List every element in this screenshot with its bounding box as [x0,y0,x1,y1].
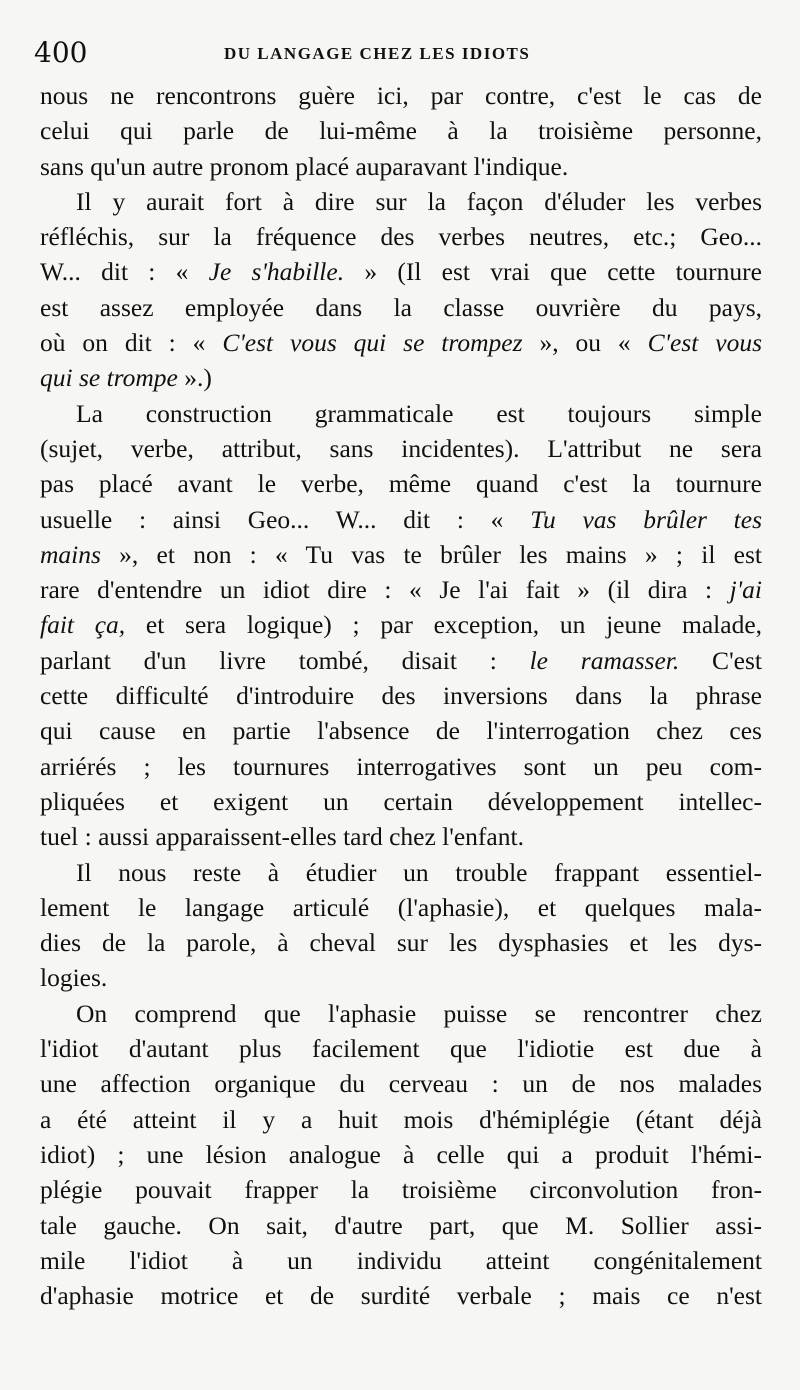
text-segment: dies de la parole, à cheval sur les dysphasies et les dys- [40,928,762,958]
text-segment: plégie pouvait frapper la troisième circonvolution fron- [40,1175,762,1205]
text-line [40,890,762,925]
text-line [40,855,762,890]
text-line [40,819,762,854]
text-segment: On comprend que l'aphasie puisse se rencontrer chez [76,998,762,1028]
text-segment: Il nous reste à étudier un trouble frappant essentiel- [76,857,762,887]
text-segment: usuelle : ainsi Geo... W... dit : « [40,504,531,534]
text-line [40,925,762,960]
text-segment: est assez employée dans la classe ouvrière du pays, [40,292,762,322]
text-line [40,607,762,642]
text-segment: idiot) ; une lésion analogue à celle qui a produit l'hémi- [40,1139,762,1169]
text-segment: », et non : « Tu vas te brûler les mains » ; il est [100,539,762,569]
text-line [40,713,762,748]
text-line [40,1208,762,1243]
text-segment: C'est [679,645,762,675]
text-segment: a été atteint il y a huit mois d'hémiplégie (étant déjà [40,1104,762,1134]
text-segment: logies. [40,963,108,993]
text-line [40,113,762,148]
text-line [40,996,762,1031]
text-line [40,1172,762,1207]
text-line [40,572,762,607]
italic-text: fait ça, [40,610,126,640]
text-segment: » (Il est vrai que cette tournure [344,257,762,287]
text-segment: arriérés ; les tournures interrogatives sont un peu com- [40,751,762,781]
text-line [40,1031,762,1066]
text-line [40,784,762,819]
italic-text: C'est vous [647,328,763,358]
text-segment: W... dit : « [40,257,209,287]
page-header [34,36,764,76]
italic-text: mains [40,539,101,569]
text-segment: La construction grammaticale est toujours simple [76,398,762,428]
text-line [40,149,762,184]
text-segment: une affection organique du cerveau : un de nos malades [40,1069,762,1099]
text-line [40,960,762,995]
italic-text: qui se trompe [40,363,178,393]
text-segment: cette difficulté d'introduire des inversions dans la phrase [40,681,762,711]
text-segment: pliquées et exigent un certain développement intellec- [40,786,762,816]
text-segment: lement le langage articulé (l'aphasie), et quelques mala- [40,892,762,922]
italic-text: le ramasser. [529,645,680,675]
text-segment: nous ne rencontrons guère ici, par contre, c'est le cas de [40,81,762,110]
text-line [40,1066,762,1101]
text-line [40,678,762,713]
text-line [40,184,762,219]
text-segment: et sera logique) ; par exception, un jeune malade, [125,610,763,640]
italic-text: j'ai [729,575,762,605]
text-segment: mile l'idiot à un individu atteint congénitalement [40,1245,762,1275]
text-segment: ».) [177,363,212,393]
text-segment: tale gauche. On sait, d'autre part, que M. Sollier assi- [40,1210,762,1240]
text-segment: pas placé avant le verbe, même quand c'est la tournure [40,469,762,499]
text-segment: (sujet, verbe, attribut, sans incidentes). L'attribut ne sera [40,433,762,463]
text-line [40,643,762,678]
text-line [40,502,762,537]
text-line [40,290,762,325]
text-segment: Il y aurait fort à dire sur la façon d'éluder les verbes [76,186,762,216]
text-line [40,1278,762,1313]
page-number: 400 [34,36,88,69]
italic-text: Je s'habille. [208,257,345,287]
text-line [40,431,762,466]
text-segment: », ou « [522,328,648,358]
text-segment: celui qui parle de lui-même à la troisième personne, [40,116,762,146]
italic-text: C'est vous qui se trompez [222,328,523,358]
text-segment: rare d'entendre un idiot dire : « Je l'ai fait » (il dira : [40,575,730,605]
italic-text: Tu vas brûler tes [530,504,763,534]
text-segment: où on dit : « [40,328,223,358]
text-segment: tuel : aussi apparaissent-elles tard chez l'enfant. [40,822,524,852]
text-line [40,537,762,572]
text-line [40,78,762,113]
text-line [40,1102,762,1137]
text-line [40,219,762,254]
text-segment: parlant d'un livre tombé, disait : [40,645,530,675]
text-segment: l'idiot d'autant plus facilement que l'idiotie est due à [40,1034,762,1064]
text-line [40,1243,762,1278]
text-line [40,396,762,431]
text-segment: réfléchis, sur la fréquence des verbes neutres, etc.; Geo... [40,222,762,252]
text-line [40,325,762,360]
text-segment: sans qu'un autre pronom placé auparavant l'indique. [40,151,569,181]
text-line [40,749,762,784]
text-line [40,254,762,289]
text-segment: qui cause en partie l'absence de l'interrogation chez ces [40,716,762,746]
text-line [40,1137,762,1172]
text-line [40,466,762,501]
text-line [40,360,762,395]
running-title: DU LANGAGE CHEZ LES IDIOTS [224,44,531,63]
body-text [40,78,762,1313]
text-segment: d'aphasie motrice et de surdité verbale ; mais ce n'est [40,1281,762,1311]
